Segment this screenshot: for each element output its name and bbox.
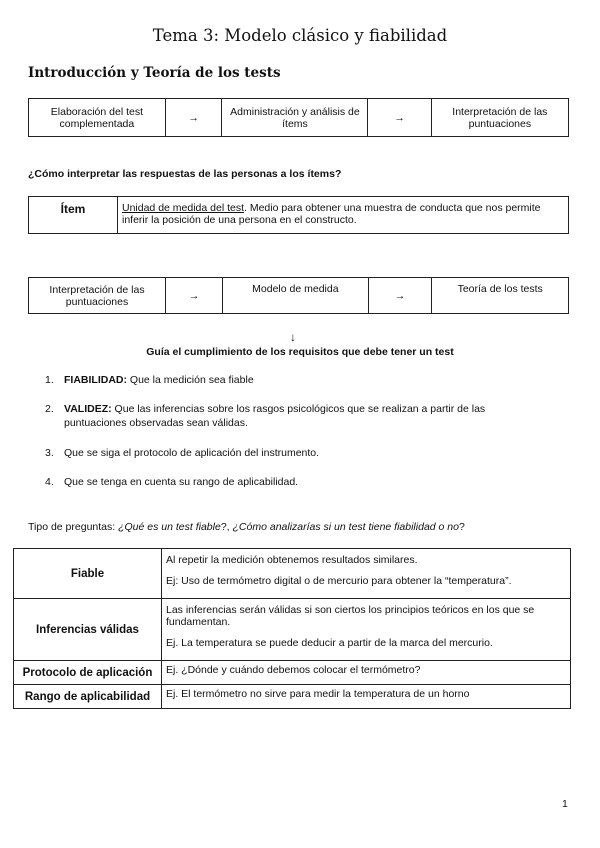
flow2-arrow2: →	[368, 278, 432, 314]
row-content	[162, 661, 571, 685]
item-definition-rest: . Medio para obtener una muestra de conducta que nos permite inferir la posición de una persona en el constructo.	[122, 202, 541, 226]
flow1-step1: Elaboración del test complementada	[29, 99, 166, 137]
page-number: 1	[562, 798, 568, 810]
list-number: 4.	[45, 476, 54, 488]
question-types	[28, 521, 465, 533]
question-type-1-end: ?,	[220, 521, 233, 533]
list-item-bold: VALIDEZ:	[64, 403, 112, 415]
row-line: Las inferencias serán válidas si son ciertos los principios teóricos en los que se fundamentan.	[166, 604, 535, 628]
row-label: Fiable	[14, 549, 162, 599]
section-heading: Introducción y Teoría de los tests	[28, 65, 281, 81]
question-heading: ¿Cómo interpretar las respuestas de las personas a los ítems?	[28, 168, 342, 180]
row-content	[162, 599, 571, 661]
list-item-text: Que las inferencias sobre los rasgos psicológicos que se realizan a partir de las puntuaciones observadas sean válidas.	[64, 403, 486, 429]
table-row	[14, 685, 571, 709]
table-row	[14, 661, 571, 685]
list-number: 2.	[45, 403, 54, 415]
table-row	[14, 549, 571, 599]
row-label: Inferencias válidas	[14, 599, 162, 661]
flow1-arrow1: →	[165, 99, 222, 137]
list-item-text: Que se siga el protocolo de aplicación del instrumento.	[64, 447, 320, 459]
flow1-step2: Administración y análisis de ítems	[222, 99, 368, 137]
row-label: Rango de aplicabilidad	[14, 685, 162, 709]
question-types-prefix: Tipo de preguntas:	[28, 521, 119, 533]
row-line: Ej. El termómetro no sirve para medir la temperatura de un horno	[166, 688, 470, 700]
page-title: Tema 3: Modelo clásico y fiabilidad	[152, 26, 448, 45]
row-label: Protocolo de aplicación	[14, 661, 162, 685]
row-content	[162, 685, 571, 709]
row-line: Al repetir la medición obtenemos resultados similares.	[166, 554, 418, 566]
flow1-arrow2: →	[368, 99, 431, 137]
list-item-bold: FIABILIDAD:	[64, 374, 127, 386]
list-number: 1.	[45, 374, 54, 386]
list-item	[45, 475, 534, 489]
guide-text: Guía el cumplimiento de los requisitos que debe tener un test	[146, 346, 454, 358]
row-line: Ej. La temperatura se puede deducir a partir de la marca del mercurio.	[166, 637, 493, 649]
flow2-arrow1: →	[166, 278, 223, 314]
row-line: Ej: Uso de termómetro digital o de mercurio para obtener la “temperatura”.	[166, 575, 512, 587]
flow-table-1	[28, 98, 569, 137]
question-type-1: ¿Qué es un test fiable	[118, 521, 221, 533]
flow-table-2	[28, 277, 569, 314]
flow2-step3: Teoría de los tests	[432, 278, 569, 314]
list-item-text: Que la medición sea fiable	[127, 374, 254, 386]
row-content	[162, 549, 571, 599]
list-item	[45, 373, 534, 387]
row-line: Ej. ¿Dónde y cuándo debemos colocar el termómetro?	[166, 664, 421, 676]
flow2-step2: Modelo de medida	[223, 278, 368, 314]
flow2-step1: Interpretación de las puntuaciones	[29, 278, 166, 314]
question-type-2-end: ?	[458, 521, 465, 533]
question-type-2: ¿Cómo analizarías si un test tiene fiabilidad o no	[232, 521, 459, 533]
summary-table	[13, 548, 571, 709]
down-arrow-icon: ↓	[290, 330, 296, 344]
item-label: Ítem	[29, 197, 118, 234]
item-definition-table	[28, 196, 569, 234]
list-number: 3.	[45, 447, 54, 459]
list-item-text: Que se tenga en cuenta su rango de aplicabilidad.	[64, 476, 299, 488]
item-definition-underlined: Unidad de medida del test	[122, 202, 244, 214]
table-row	[14, 599, 571, 661]
flow1-step3: Interpretación de las puntuaciones	[431, 99, 568, 137]
item-definition	[118, 197, 569, 234]
list-item	[45, 446, 534, 460]
list-item	[45, 402, 534, 430]
